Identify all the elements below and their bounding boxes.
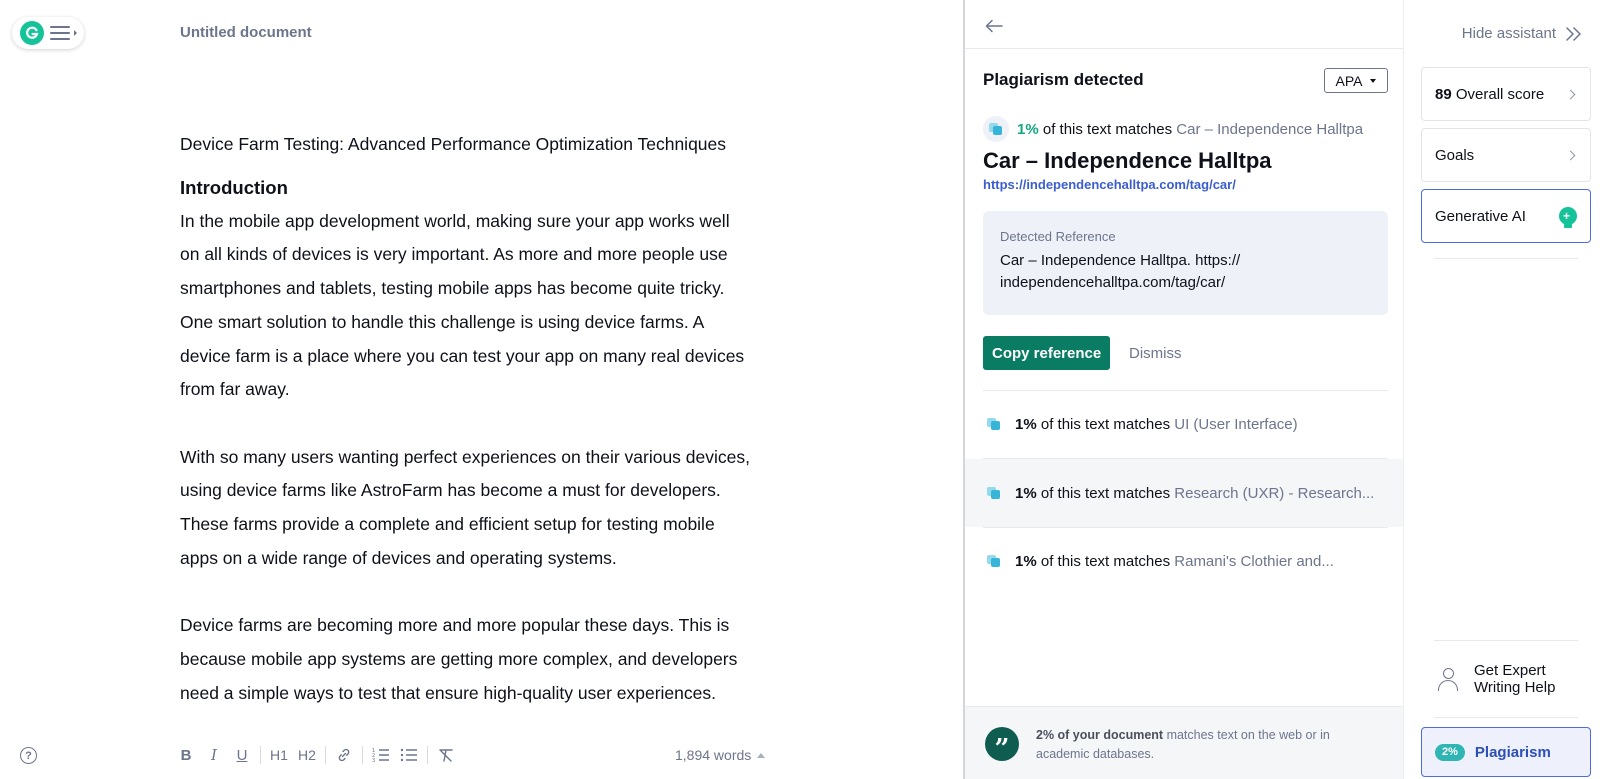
svg-text:2: 2: [372, 753, 376, 759]
grammarly-menu-button[interactable]: [12, 17, 84, 49]
paragraph-1: In the mobile app development world, making sure your app works well on all kinds of devices is very important. As more and more people use smartphones and tablets, testing mobile apps has become quite tricky. One smart solution to handle this challenge is using device farms. A device farm is a place where you can test your app on many real devices from far away.: [180, 210, 745, 400]
paragraph-3: Device farms are becoming more and more popular these days. This is because mobile app systems are getting more complex, and developers need a simple ways to test that ensure high-quality user experiences.: [180, 615, 738, 703]
duplicate-icon: [987, 487, 1001, 499]
dismiss-button[interactable]: Dismiss: [1129, 344, 1182, 362]
hide-assistant-button[interactable]: Hide assistant: [1462, 25, 1583, 42]
double-chevron-right-icon: [1565, 27, 1583, 41]
match-item[interactable]: 1% of this text matches Ramani's Clothier and...: [965, 527, 1405, 595]
heading1-button[interactable]: H1: [270, 747, 288, 763]
duplicate-icon: [987, 418, 1001, 430]
heading2-button[interactable]: H2: [298, 747, 316, 763]
expert-writing-help-button[interactable]: Get Expert Writing Help: [1436, 662, 1555, 696]
summary-text: 2% of your document matches text on the web or in academic databases.: [1036, 728, 1330, 761]
person-icon: [1436, 666, 1462, 692]
svg-text:3: 3: [372, 758, 376, 763]
ordered-list-icon: [372, 747, 390, 763]
help-icon[interactable]: ?: [20, 747, 37, 764]
toolbar-divider: [362, 746, 363, 764]
bold-button[interactable]: B: [180, 746, 192, 764]
duplicate-icon: [987, 555, 1001, 567]
divider: [1434, 640, 1578, 641]
copy-reference-button[interactable]: Copy reference: [983, 336, 1110, 370]
paragraph-2: With so many users wanting perfect experiences on their various devices, using device farms like AstroFarm has become a must for developers. These farms provide a complete and efficient setup for testing mobile apps on a wide range of devices and operating systems.: [180, 446, 750, 568]
divider: [1434, 258, 1578, 259]
link-button[interactable]: [330, 743, 358, 767]
italic-button[interactable]: I: [211, 746, 217, 764]
divider: [1434, 717, 1578, 718]
duplicate-icon: [983, 116, 1009, 142]
grammarly-logo-icon: [20, 21, 44, 45]
svg-text:1: 1: [372, 748, 376, 754]
word-count[interactable]: 1,894 words: [675, 747, 765, 763]
source-link[interactable]: https://independencehalltpa.com/tag/car/: [983, 177, 1236, 192]
caret-up-icon: [757, 753, 765, 758]
toolbar-divider: [260, 746, 261, 764]
goals-card[interactable]: Goals: [1421, 128, 1591, 182]
assistant-sidebar: [1403, 0, 1600, 779]
ordered-list-button[interactable]: [367, 743, 395, 767]
caret-right-icon: [74, 30, 77, 36]
clear-format-button[interactable]: [432, 743, 460, 767]
clear-format-icon: [438, 747, 454, 763]
link-icon: [336, 747, 352, 763]
match-item[interactable]: 1% of this text matches Research (UXR) - Research...: [965, 459, 1405, 527]
plagiarism-panel: [963, 0, 1403, 779]
plagiarism-summary-footer: [965, 706, 1405, 779]
toolbar-divider: [325, 746, 326, 764]
plagiarism-card[interactable]: [1421, 727, 1591, 777]
active-match-summary: 1% of this text matches Car – Independence Halltpa: [983, 116, 1363, 142]
plagiarism-badge: 2%: [1435, 744, 1465, 761]
quote-icon: ”: [985, 727, 1019, 761]
document-heading: Device Farm Testing: Advanced Performance Optimization Techniques: [180, 134, 727, 154]
match-item[interactable]: 1% of this text matches UI (User Interface): [965, 390, 1405, 458]
reference-label: Detected Reference: [1000, 229, 1116, 244]
section-heading: Introduction: [180, 176, 288, 198]
overall-score-card[interactable]: 89 Overall score: [1421, 67, 1591, 121]
chevron-right-icon: [1566, 89, 1576, 99]
lightbulb-icon: +: [1559, 207, 1577, 225]
chevron-right-icon: [1566, 150, 1576, 160]
source-title: Car – Independence Halltpa: [983, 148, 1272, 173]
reference-text: Car – Independence Halltpa. https:// independencehalltpa.com/tag/car/: [1000, 252, 1241, 291]
detected-reference-box: [983, 211, 1388, 315]
underline-button[interactable]: U: [236, 746, 248, 764]
panel-title: Plagiarism detected: [983, 70, 1144, 89]
citation-style-select[interactable]: APA: [1324, 68, 1388, 93]
document-body[interactable]: [180, 128, 820, 744]
bullet-list-icon: [400, 747, 418, 763]
format-toolbar: [172, 742, 460, 768]
divider: [965, 48, 1405, 49]
toolbar-divider: [427, 746, 428, 764]
generative-ai-card[interactable]: Generative AI +: [1421, 189, 1591, 243]
back-arrow-icon[interactable]: [985, 16, 1003, 39]
menu-icon: [50, 26, 70, 40]
plagiarism-label: Plagiarism: [1474, 743, 1551, 761]
chevron-down-icon: [1370, 79, 1376, 83]
document-title[interactable]: Untitled document: [180, 24, 312, 41]
bullet-list-button[interactable]: [395, 743, 423, 767]
